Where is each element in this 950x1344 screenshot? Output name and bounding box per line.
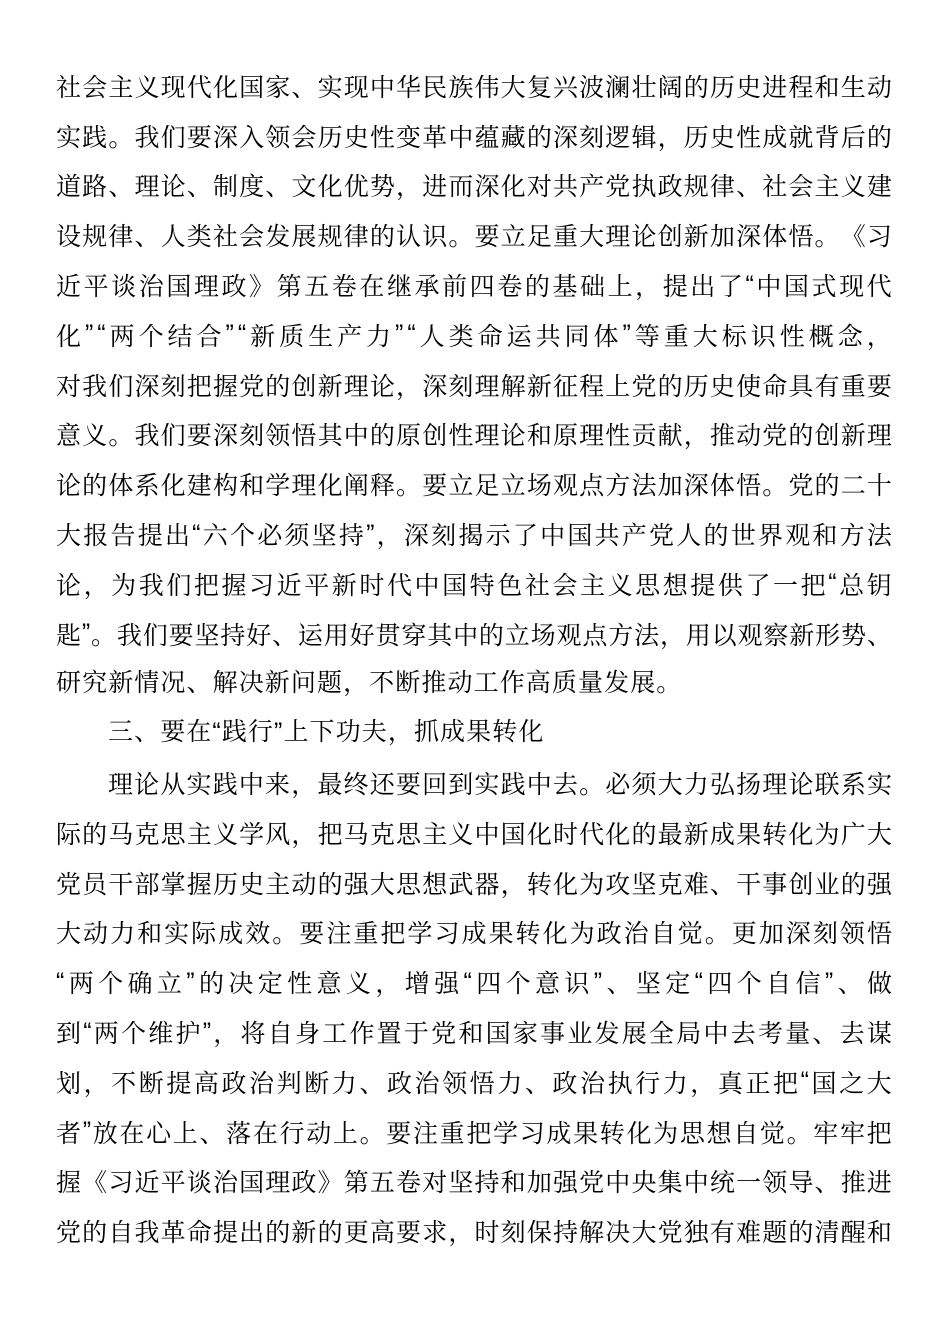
text-line: 社 会 主 义 现 代 化 国 家 、 实 现 中 华 民 族 伟 大 复 兴 波 澜 壮 阔 的 历 史 进 程 和 生 动 [56,73,892,102]
text-line: 匙 ” 。 我 们 要 坚 持 好 、 运 用 好 贯 穿 其 中 的 立 场 观 点 方 法 ， 用 以 观 察 新 形 势 、 [56,619,892,650]
text-line: 党 的 自 我 革 命 提 出 的 新 的 更 高 要 求 ， 时 刻 保 持 解 决 大 党 独 有 难 题 的 清 醒 和 [56,1219,892,1248]
text-line: “ 两 个 确 立 ” 的 决 定 性 意 义 ， 增 强 “ 四 个 意 识 ” 、 坚 定 “ 四 个 自 信 ” 、 做 [56,967,892,999]
document-text [56,61,892,1256]
text-line: 对 我 们 深 刻 把 握 党 的 创 新 理 论 ， 深 刻 理 解 新 征 程 上 党 的 历 史 使 命 具 有 重 要 [56,372,892,401]
text-line: 道 路 、 理 论 、 制 度 、 文 化 优 势 ， 进 而 深 化 对 共 产 党 执 政 规 律 、 社 会 主 义 建 [56,173,892,202]
text-line: 大 动 力 和 实 际 成 效 。 要 注 重 把 学 习 成 果 转 化 为 政 治 自 觉 。 更 加 深 刻 领 悟 [56,920,892,949]
text-line: 理 论 从 实 践 中 来 ， 最 终 还 要 回 到 实 践 中 去 。 必 须 大 力 弘 扬 理 论 联 系 实 [108,771,892,800]
text-line: 设 规 律 、 人 类 社 会 发 展 规 律 的 认 识 。 要 立 足 重 大 理 论 创 新 加 深 体 悟 。 《 习 [56,223,892,252]
text-line: 论 的 体 系 化 建 构 和 学 理 化 阐 释 。 要 立 足 立 场 观 点 方 法 加 深 体 悟 。 党 的 二 十 [56,472,892,501]
text-line: 近 平 谈 治 国 理 政 》 第 五 卷 在 继 承 前 四 卷 的 基 础 上 ， 提 出 了 “ 中 国 式 现 代 [56,270,892,302]
text-line: 划 ， 不 断 提 高 政 治 判 断 力 、 政 治 领 悟 力 、 政 治 执 行 力 ， 真 正 把 “ 国 之 大 [56,1067,892,1098]
text-line: 研究新情况、解决新问题，不断推动工作高质量发展。 [56,668,683,697]
text-line: 到 “ 两 个 维 护 ” ， 将 自 身 工 作 置 于 党 和 国 家 事 业 发 展 全 局 中 去 考 量 、 去 谋 [56,1017,892,1049]
section-heading: 三、要在“践行”上下功夫，抓成果转化 [108,718,545,747]
text-line: 论 ， 为 我 们 把 握 习 近 平 新 时 代 中 国 特 色 社 会 主 义 思 想 提 供 了 一 把 “ 总 钥 [56,569,892,600]
text-line: 意 义 。 我 们 要 深 刻 领 悟 其 中 的 原 创 性 理 论 和 原 理 性 贡 献 ， 推 动 党 的 创 新 理 [56,422,892,451]
text-line: 者 ” 放 在 心 上 、 落 在 行 动 上 。 要 注 重 把 学 习 成 果 转 化 为 思 想 自 觉 。 牢 牢 把 [56,1117,892,1148]
text-line: 际 的 马 克 思 主 义 学 风 ， 把 马 克 思 主 义 中 国 化 时 代 化 的 最 新 成 果 转 化 为 广 大 [56,820,892,849]
text-line: 实 践 。 我 们 要 深 入 领 会 历 史 性 变 革 中 蕴 藏 的 深 刻 逻 辑 ， 历 史 性 成 就 背 后 的 [56,123,892,152]
text-line: 握 《 习 近 平 谈 治 国 理 政 》 第 五 卷 对 坚 持 和 加 强 党 中 央 集 中 统 一 领 导 、 推 进 [56,1169,892,1198]
text-line: 化 ” “ 两 个 结 合 ” “ 新 质 生 产 力 ” “ 人 类 命 运 共 同 体 ” 等 重 大 标 识 性 概 念 ， [56,320,892,351]
text-line: 大 报 告 提 出 “ 六 个 必 须 坚 持 ” ， 深 刻 揭 示 了 中 国 共 产 党 人 的 世 界 观 和 方 法 [56,519,892,551]
text-line: 党 员 干 部 掌 握 历 史 主 动 的 强 大 思 想 武 器 ， 转 化 为 攻 坚 克 难 、 干 事 创 业 的 强 [56,870,892,899]
